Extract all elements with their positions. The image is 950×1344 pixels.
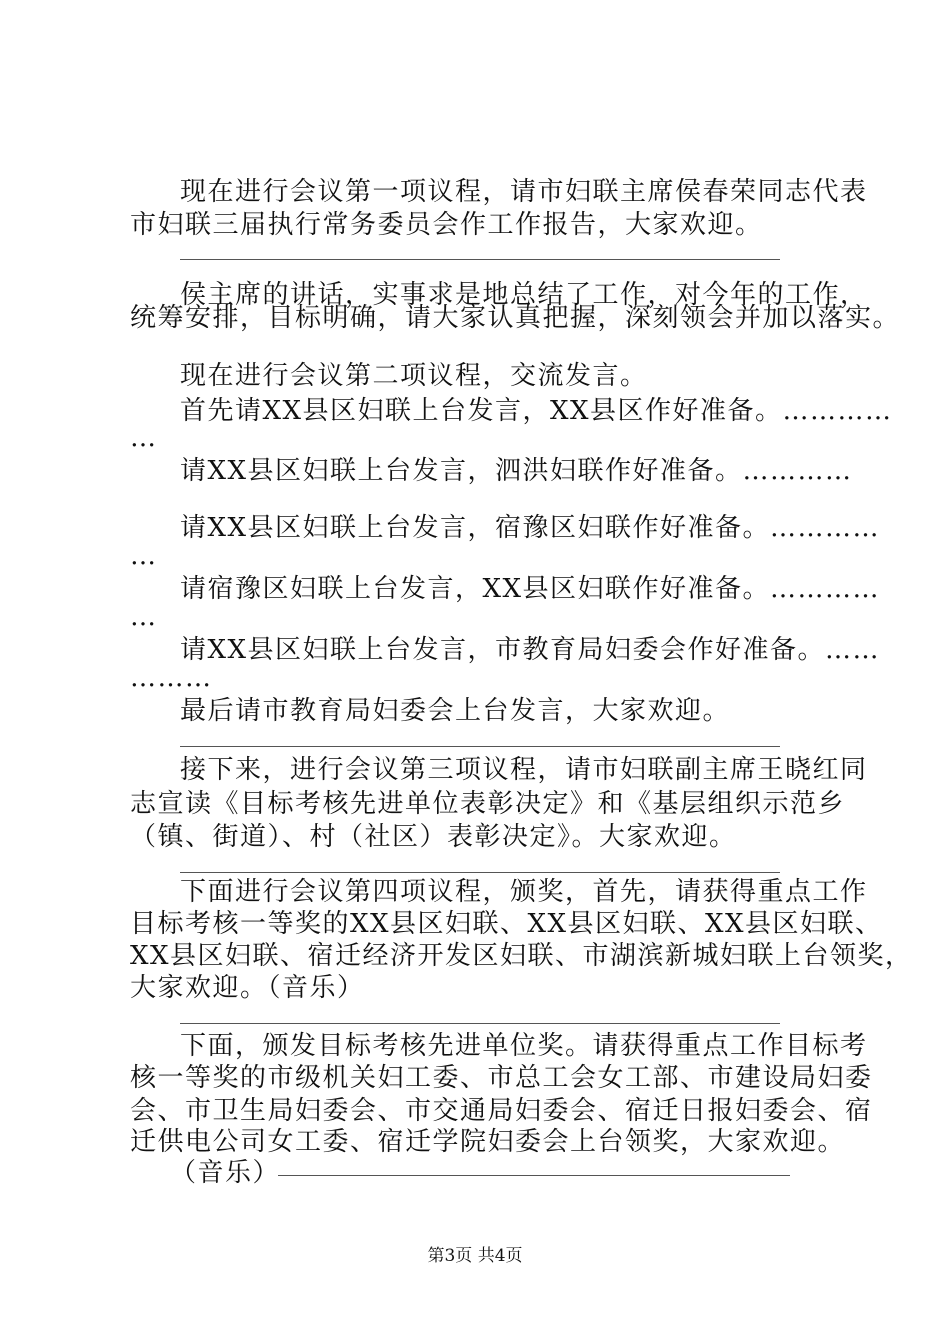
text-line: … [130, 423, 158, 453]
blank-underline [180, 1023, 780, 1024]
page-footer: 第3页 共4页 [427, 1246, 523, 1266]
text-line: 市妇联三届执行常务委员会作工作报告，大家欢迎。 [130, 210, 763, 240]
text-line: XX县区妇联、宿迁经济开发区妇联、市湖滨新城妇联上台领奖， [130, 941, 913, 971]
text-line: （音乐） [170, 1158, 281, 1188]
text-line: 目标考核一等奖的XX县区妇联、XX县区妇联、XX县区妇联、 [130, 909, 883, 939]
blank-underline [180, 746, 780, 747]
text-line: 请宿豫区妇联上台发言，XX县区妇联作好准备。………… [180, 574, 881, 604]
blank-underline [278, 1175, 790, 1176]
text-line: 首先请XX县区妇联上台发言，XX县区作好准备。………… [180, 396, 893, 426]
blank-underline [180, 872, 780, 873]
text-line: 侯主席的讲话，实事求是地总结了工作，对今年的工作， [180, 280, 868, 310]
text-line: 现在进行会议第二项议程，交流发言。 [180, 361, 648, 391]
text-line: 最后请市教育局妇委会上台发言，大家欢迎。 [180, 696, 731, 726]
text-line: 请XX县区妇联上台发言，市教育局妇委会作好准备。…… [180, 635, 881, 665]
text-line: 会、市卫生局妇委会、市交通局妇委会、宿迁日报妇委会、宿 [130, 1096, 873, 1126]
text-line: … [130, 602, 158, 632]
text-line: … [130, 541, 158, 571]
text-line: 核一等奖的市级机关妇工委、市总工会女工部、市建设局妇委 [130, 1063, 873, 1093]
text-line: 志宣读《目标考核先进单位表彰决定》和《基层组织示范乡 [130, 789, 846, 819]
text-line: 请XX县区妇联上台发言，泗洪妇联作好准备。………… [180, 456, 853, 486]
text-line: 现在进行会议第一项议程，请市妇联主席侯春荣同志代表 [180, 177, 868, 207]
text-line: 迁供电公司女工委、宿迁学院妇委会上台领奖，大家欢迎。 [130, 1127, 846, 1157]
text-line: 接下来，进行会议第三项议程，请市妇联副主席王晓红同 [180, 755, 868, 785]
text-line: 下面，颁发目标考核先进单位奖。请获得重点工作目标考 [180, 1031, 868, 1061]
blank-underline [180, 259, 780, 260]
text-line: 下面进行会议第四项议程，颁奖，首先，请获得重点工作 [180, 877, 868, 907]
text-line: 大家欢迎。（音乐） [130, 973, 365, 1003]
text-line: 请XX县区妇联上台发言，宿豫区妇联作好准备。………… [180, 513, 881, 543]
text-line: （镇、街道）、村（社区）表彰决定》。大家欢迎。 [130, 822, 737, 852]
text-line: 统筹安排，目标明确，请大家认真把握，深刻领会并加以落实。 [130, 303, 901, 333]
text-line: ……… [130, 663, 213, 693]
